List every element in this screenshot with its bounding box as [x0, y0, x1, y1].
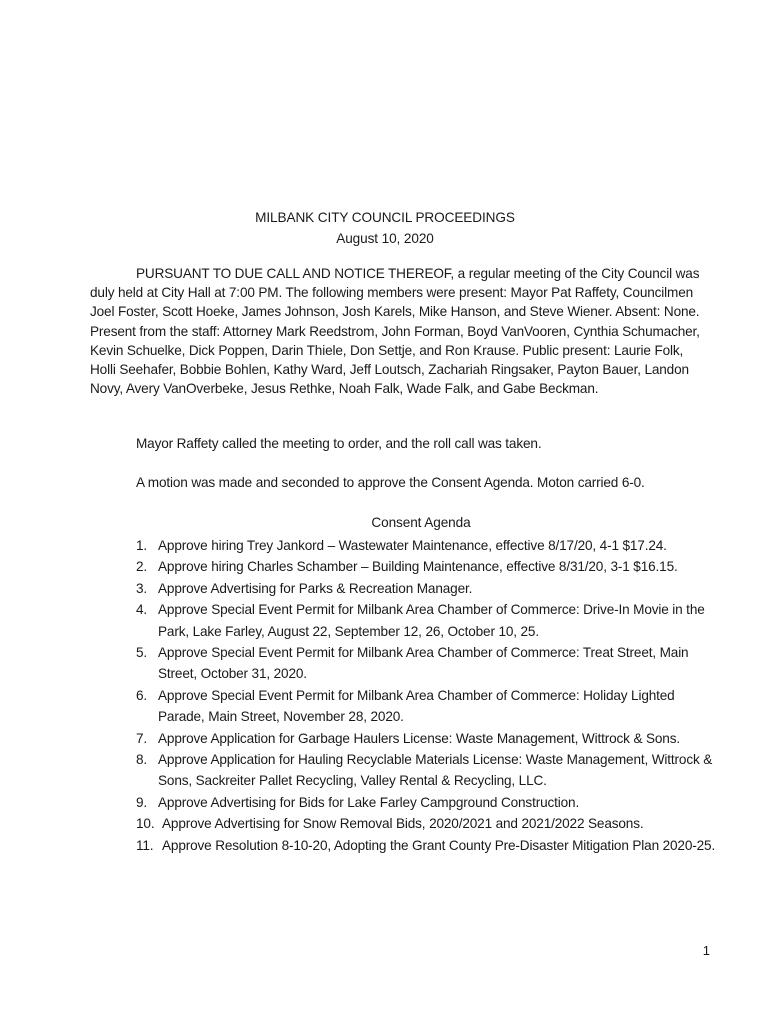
call-to-order-paragraph: Mayor Raffety called the meeting to order, and the roll call was taken. — [136, 436, 542, 451]
list-item — [136, 642, 716, 685]
meeting-date: August 10, 2020 — [336, 231, 434, 246]
list-item-number: 6. — [136, 687, 148, 703]
list-item-number: 2. — [136, 559, 148, 575]
list-item — [136, 578, 716, 599]
list-item-number: 7. — [136, 730, 148, 746]
list-item — [136, 728, 716, 749]
list-item — [136, 685, 716, 728]
list-item-number: 3. — [136, 580, 148, 596]
list-item-text: Approve Application for Hauling Recyclable Materials License: Waste Management, Wittrock & Sons, Sackreiter Pallet Recycling, Valley Rental & Recycling, LLC. — [158, 752, 713, 789]
list-item-text: Approve Advertising for Snow Removal Bids, 2020/2021 and 2021/2022 Seasons. — [162, 816, 644, 832]
list-item — [136, 535, 716, 556]
list-item-text: Approve Special Event Permit for Milbank Area Chamber of Commerce: Holiday Lighted Parade, Main Street, November 28, 2020. — [158, 687, 675, 725]
list-item-text: Approve hiring Charles Schamber – Building Maintenance, effective 8/31/20, 3-1 $16.15. — [158, 559, 678, 575]
list-item — [136, 749, 716, 792]
list-item-text: Approve Resolution 8-10-20, Adopting the Grant County Pre-Disaster Mitigation Plan 2020-25. — [162, 837, 716, 853]
list-item-text: Approve Special Event Permit for Milbank Area Chamber of Commerce: Treat Street, Main Street, October 31, 2020. — [158, 645, 689, 682]
list-item — [136, 556, 716, 577]
page-number: 1 — [702, 943, 710, 958]
list-item-text: Approve hiring Trey Jankord – Wastewater Maintenance, effective 8/17/20, 4-1 $17.24. — [158, 538, 667, 553]
consent-agenda-heading: Consent Agenda — [371, 515, 471, 530]
list-item-number: 11. — [136, 837, 154, 853]
list-item-number: 8. — [136, 752, 148, 768]
list-item-text: Approve Application for Garbage Haulers License: Waste Management, Wittrock & Sons. — [158, 730, 680, 746]
list-item-number: 10. — [136, 816, 155, 832]
consent-agenda-list — [136, 535, 716, 856]
list-item-text: Approve Advertising for Bids for Lake Farley Campground Construction. — [158, 794, 580, 810]
list-item — [136, 599, 716, 642]
list-item-text: Approve Advertising for Parks & Recreation Manager. — [158, 580, 473, 596]
intro-paragraph: PURSUANT TO DUE CALL AND NOTICE THEREOF, a regular meeting of the City Council was duly held at City Hall at 7:00 PM. The following members were present: Mayor Pat Raffety, Councilmen Joel Foster, Scott Hoeke, James Johnson, Josh Karels, Mike Hanson, and Steve Wiener. Absent: None. Present from the staff: Attorney Mark Reedstrom, John Forman, Boyd VanVooren, Cynthia Schumacher, Kevin Schuelke, Dick Poppen, Darin Thiele, Don Settje, and Ron Krause. Public present: Laurie Folk, Holli Seehafer, Bobbie Bohlen, Kathy Ward, Jeff Loutsch, Zachariah Ringsaker, Payton Bauer, Landon Novy, Avery VanOverbeke, Jesus Rethke, Noah Falk, Wade Falk, and Gabe Beckman. — [90, 266, 700, 397]
list-item-number: 4. — [136, 602, 148, 618]
list-item-number: 5. — [136, 645, 148, 661]
consent-motion-paragraph: A motion was made and seconded to approve the Consent Agenda. Moton carried 6-0. — [136, 475, 645, 490]
list-item-number: 9. — [136, 794, 148, 810]
list-item — [136, 813, 716, 834]
list-item-text: Approve Special Event Permit for Milbank Area Chamber of Commerce: Drive-In Movie in the Park, Lake Farley, August 22, September 12, 26, October 10, 25. — [158, 602, 705, 639]
document-title: MILBANK CITY COUNCIL PROCEEDINGS — [255, 210, 515, 225]
title-block — [0, 207, 770, 249]
list-item-number: 1. — [136, 538, 148, 553]
list-item — [136, 835, 716, 856]
list-item — [136, 792, 716, 813]
